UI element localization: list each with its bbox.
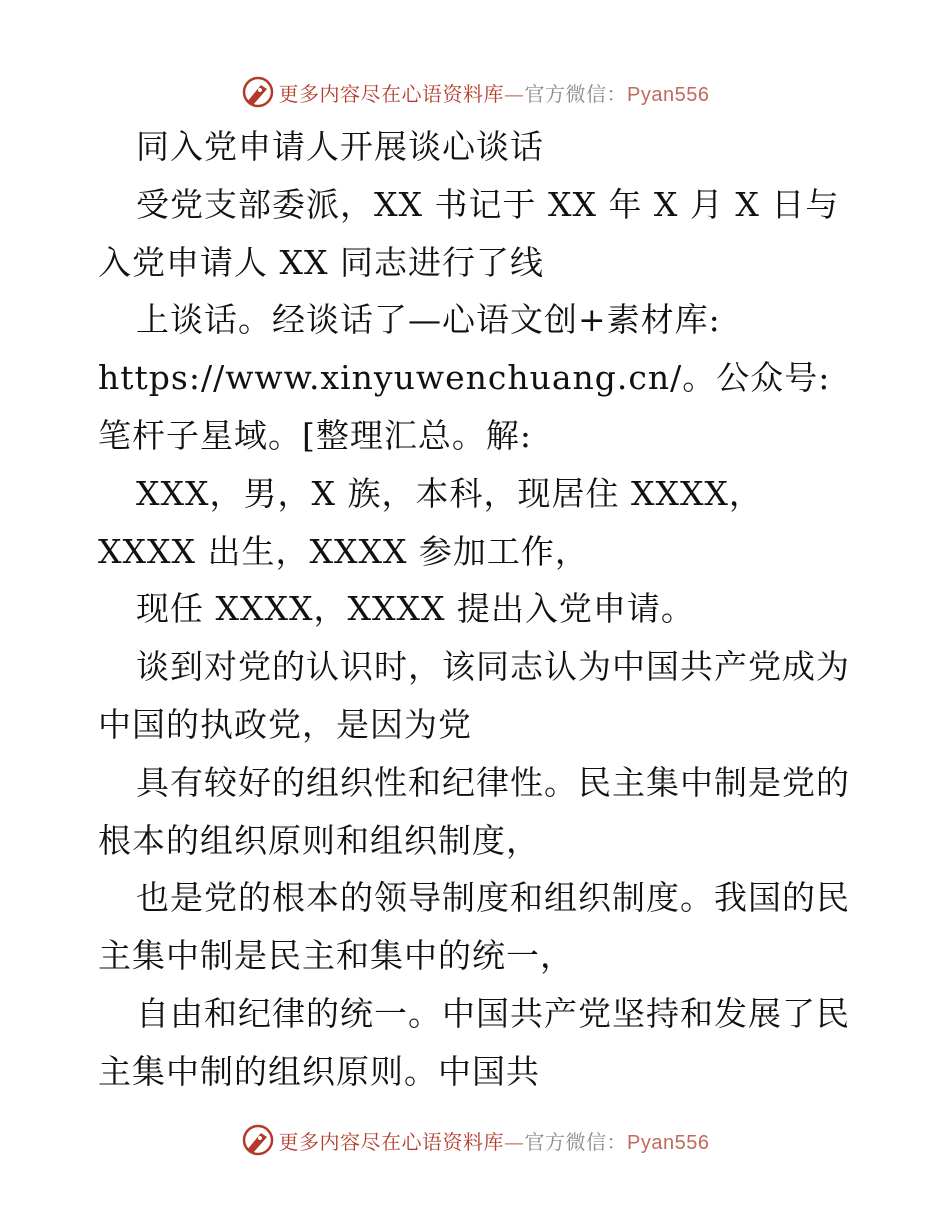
document-body bbox=[98, 118, 858, 1101]
promo-text: 更多内容尽在心语资料库 bbox=[278, 81, 505, 106]
banner-text bbox=[279, 1126, 710, 1155]
wechat-label: 官方微信： bbox=[524, 1129, 628, 1154]
promo-text: 更多内容尽在心语资料库 bbox=[278, 1129, 505, 1154]
wechat-label: 官方微信： bbox=[524, 81, 628, 106]
wechat-id: Pyan556 bbox=[627, 1131, 710, 1154]
paragraph-3: XXX，男，X 族，本科，现居住 XXXX，XXXX 出生，XXXX 参加工作， bbox=[98, 473, 763, 571]
paragraph-5: 谈到对党的认识时，该同志认为中国共产党成为中国的执政党，是因为党 bbox=[98, 647, 850, 744]
pen-nib-logo-icon bbox=[241, 1123, 275, 1157]
wechat-id: Pyan556 bbox=[627, 83, 710, 106]
document-title: 同入党申请人开展谈心谈话 bbox=[136, 127, 544, 166]
banner-dash: — bbox=[504, 81, 525, 106]
header-banner bbox=[0, 72, 950, 112]
banner-text bbox=[279, 78, 710, 107]
paragraph-2: 上谈话。经谈话了—心语文创+素材库: https://www.xinyuwenchuang.cn/。公众号: 笔杆子星域。[整理汇总。解: bbox=[98, 300, 831, 455]
banner-dash: — bbox=[504, 1129, 525, 1154]
pen-nib-logo-icon bbox=[241, 75, 275, 109]
paragraph-6: 具有较好的组织性和纪律性。民主集中制是党的根本的组织原则和组织制度， bbox=[98, 762, 850, 860]
footer-banner bbox=[0, 1120, 950, 1160]
paragraph-8: 自由和纪律的统一。中国共产党坚持和发展了民主集中制的组织原则。中国共 bbox=[98, 993, 850, 1091]
paragraph-4: 现任 XXXX，XXXX 提出入党申请。 bbox=[136, 589, 695, 629]
paragraph-7: 也是党的根本的领导制度和组织制度。我国的民主集中制是民主和集中的统一， bbox=[98, 878, 850, 976]
paragraph-1: 受党支部委派，XX 书记于 XX 年 X 月 X 日与入党申请人 XX 同志进行了线 bbox=[98, 184, 840, 282]
